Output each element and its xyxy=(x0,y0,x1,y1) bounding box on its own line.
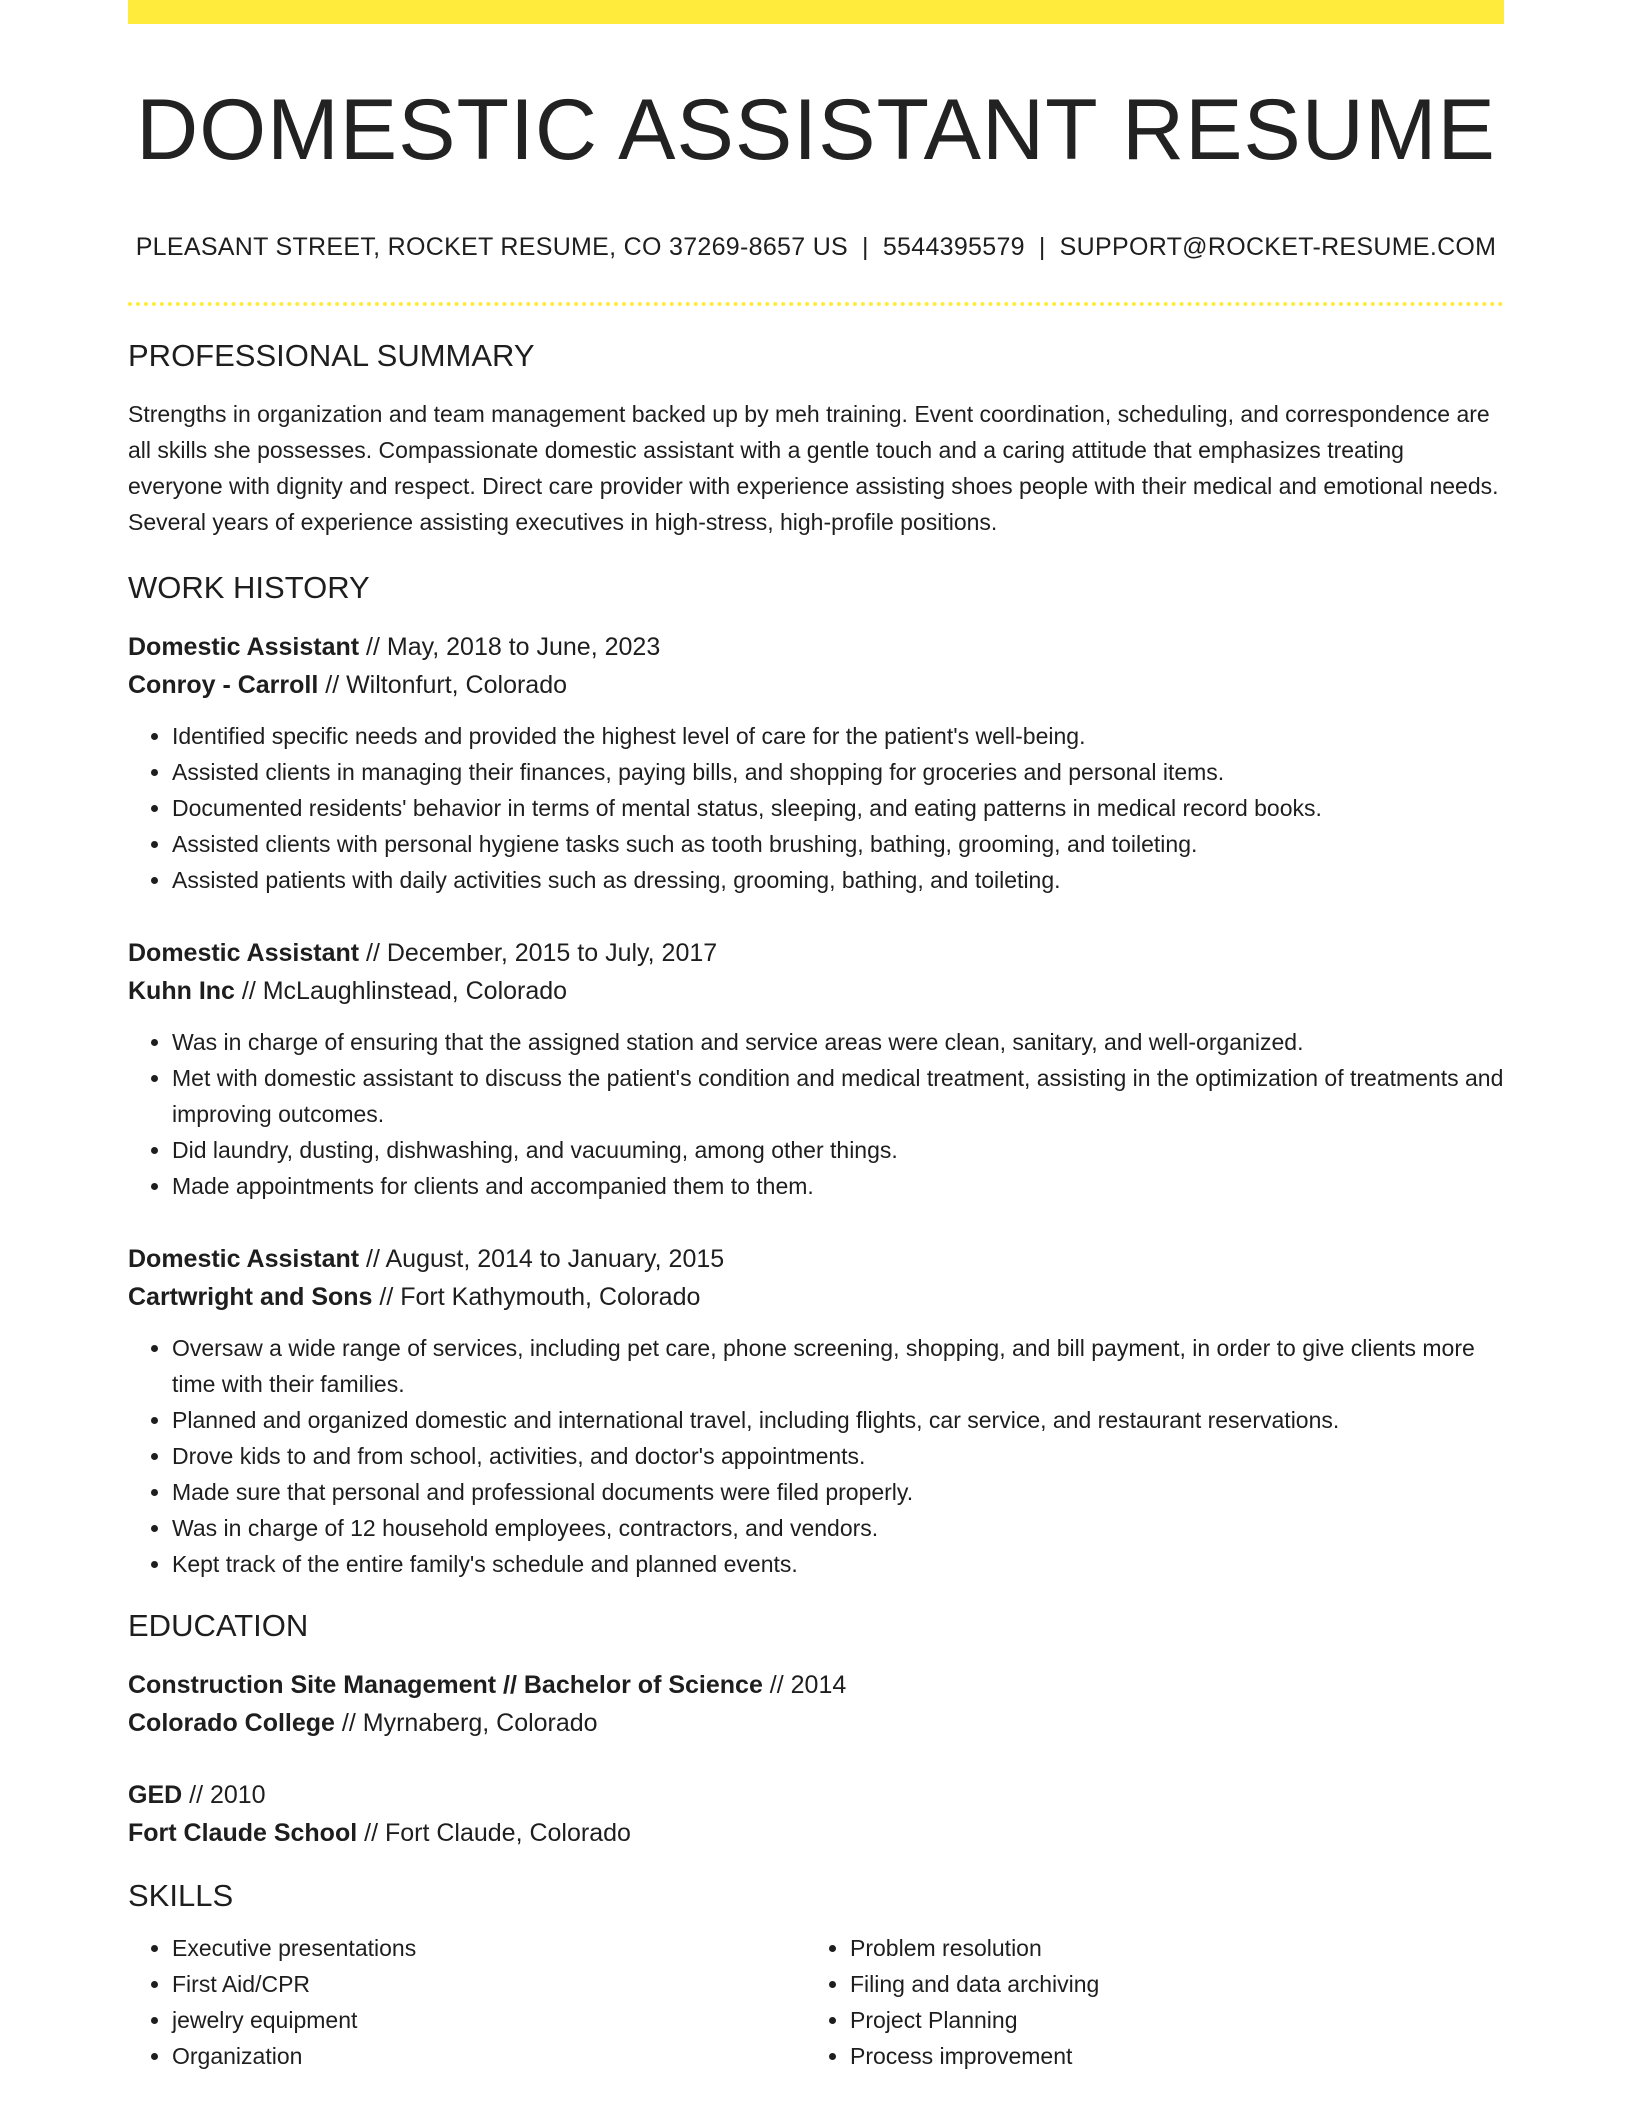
list-item: • Identified specific needs and provided the highest level of care for the patient's well-being. xyxy=(172,718,1504,754)
skills-heading: SKILLS xyxy=(128,1878,234,1913)
skills-grid xyxy=(128,1930,1504,2074)
list-item: • Planned and organized domestic and international travel, including flights, car service, and restaurant reservations. xyxy=(172,1402,1504,1438)
list-item: • Made sure that personal and professional documents were filed properly. xyxy=(172,1474,1504,1510)
skill-item: • Filing and data archiving xyxy=(850,1966,1484,2002)
job-title-line xyxy=(128,628,1504,666)
job-dates: // May, 2018 to June, 2023 xyxy=(359,633,661,661)
summary-text: Strengths in organization and team management backed up by meh training. Event coordination, scheduling, and correspondence are all skills she possesses. Compassionate domestic assistant with a gentle touch and a caring attitude that emphasizes treating everyone with dignity and respect. Direct care provider with experience assisting shoes people with their medical and emotional needs. Several years of experience assisting executives in high-stress, high-profile positions. xyxy=(128,401,1499,535)
degree-year: // 2010 xyxy=(182,1781,266,1809)
job-duties-list xyxy=(128,718,1504,898)
degree-line xyxy=(128,1776,1504,1814)
header-divider xyxy=(128,302,1504,306)
list-item: • Documented residents' behavior in terms of mental status, sleeping, and eating patterns in medical record books. xyxy=(172,790,1504,826)
degree-line xyxy=(128,1666,1504,1704)
list-item: • Oversaw a wide range of services, including pet care, phone screening, shopping, and bill payment, in order to give clients more time with their families. xyxy=(172,1330,1504,1402)
job-entry xyxy=(128,1240,1504,1582)
contact-separator: | xyxy=(1038,233,1046,261)
education-entry xyxy=(128,1666,1504,1742)
skill-item: • First Aid/CPR xyxy=(172,1966,806,2002)
contact-email[interactable]: SUPPORT@ROCKET-RESUME.COM xyxy=(1059,233,1497,261)
job-company: Conroy - Carroll xyxy=(128,671,319,699)
list-item: • Made appointments for clients and accompanied them to them. xyxy=(172,1168,1504,1204)
contact-address: PLEASANT STREET, ROCKET RESUME, CO 37269-8657 US xyxy=(135,233,849,261)
list-item: • Assisted patients with daily activities such as dressing, grooming, bathing, and toileting. xyxy=(172,862,1504,898)
job-duties-list xyxy=(128,1330,1504,1582)
list-item: • Drove kids to and from school, activities, and doctor's appointments. xyxy=(172,1438,1504,1474)
skill-item: • Organization xyxy=(172,2038,806,2074)
skill-item: • Process improvement xyxy=(850,2038,1484,2074)
degree-year: // 2014 xyxy=(762,1671,847,1699)
job-location: // Fort Kathymouth, Colorado xyxy=(372,1283,701,1311)
job-location: // Wiltonfurt, Colorado xyxy=(318,671,568,699)
job-company: Cartwright and Sons xyxy=(128,1283,373,1311)
job-title-line xyxy=(128,934,1504,972)
skill-item: • Problem resolution xyxy=(850,1930,1484,1966)
resume-page xyxy=(128,0,1504,2112)
summary-heading: PROFESSIONAL SUMMARY xyxy=(128,338,535,373)
job-dates: // August, 2014 to January, 2015 xyxy=(359,1245,725,1273)
school-line xyxy=(128,1704,1504,1742)
education-heading: EDUCATION xyxy=(128,1608,309,1643)
skills-column-right xyxy=(806,1930,1484,2074)
job-entry xyxy=(128,628,1504,898)
list-item: • Kept track of the entire family's schedule and planned events. xyxy=(172,1546,1504,1582)
job-company-line xyxy=(128,666,1504,704)
job-dates: // December, 2015 to July, 2017 xyxy=(359,939,718,967)
contact-separator: | xyxy=(862,233,869,261)
job-entry xyxy=(128,934,1504,1204)
education-entry xyxy=(128,1776,1504,1852)
job-title-line xyxy=(128,1240,1504,1278)
degree-name: GED xyxy=(128,1781,183,1809)
job-title: Domestic Assistant xyxy=(128,1245,360,1273)
top-accent-bar xyxy=(128,0,1504,24)
work-history-heading: WORK HISTORY xyxy=(128,570,370,605)
job-title: Domestic Assistant xyxy=(128,939,360,967)
degree-name: Construction Site Management // Bachelor of Science xyxy=(128,1671,763,1699)
contact-phone[interactable]: 5544395579 xyxy=(882,233,1025,261)
contact-line xyxy=(128,232,1504,262)
list-item: • Was in charge of ensuring that the assigned station and service areas were clean, sanitary, and well-organized. xyxy=(172,1024,1504,1060)
job-company-line xyxy=(128,1278,1504,1316)
skill-item: • Executive presentations xyxy=(172,1930,806,1966)
skills-list xyxy=(806,1930,1484,2074)
list-item: • Met with domestic assistant to discuss the patient's condition and medical treatment, assisting in the optimization of treatments and improving outcomes. xyxy=(172,1060,1504,1132)
job-location: // McLaughlinstead, Colorado xyxy=(234,977,568,1005)
resume-title: DOMESTIC ASSISTANT RESUME xyxy=(136,82,1496,178)
school-name: Colorado College xyxy=(128,1709,335,1737)
skill-item: • jewelry equipment xyxy=(172,2002,806,2038)
job-company: Kuhn Inc xyxy=(128,977,235,1005)
job-company-line xyxy=(128,972,1504,1010)
skills-column-left xyxy=(128,1930,806,2074)
job-duties-list xyxy=(128,1024,1504,1204)
list-item: • Did laundry, dusting, dishwashing, and vacuuming, among other things. xyxy=(172,1132,1504,1168)
skills-list xyxy=(128,1930,806,2074)
skill-item: • Project Planning xyxy=(850,2002,1484,2038)
list-item: • Assisted clients with personal hygiene tasks such as tooth brushing, bathing, grooming, and toileting. xyxy=(172,826,1504,862)
list-item: • Assisted clients in managing their finances, paying bills, and shopping for groceries and personal items. xyxy=(172,754,1504,790)
school-location: // Myrnaberg, Colorado xyxy=(334,1709,598,1737)
school-location: // Fort Claude, Colorado xyxy=(357,1819,631,1847)
job-title: Domestic Assistant xyxy=(128,633,360,661)
school-name: Fort Claude School xyxy=(128,1819,358,1847)
school-line xyxy=(128,1814,1504,1852)
list-item: • Was in charge of 12 household employees, contractors, and vendors. xyxy=(172,1510,1504,1546)
